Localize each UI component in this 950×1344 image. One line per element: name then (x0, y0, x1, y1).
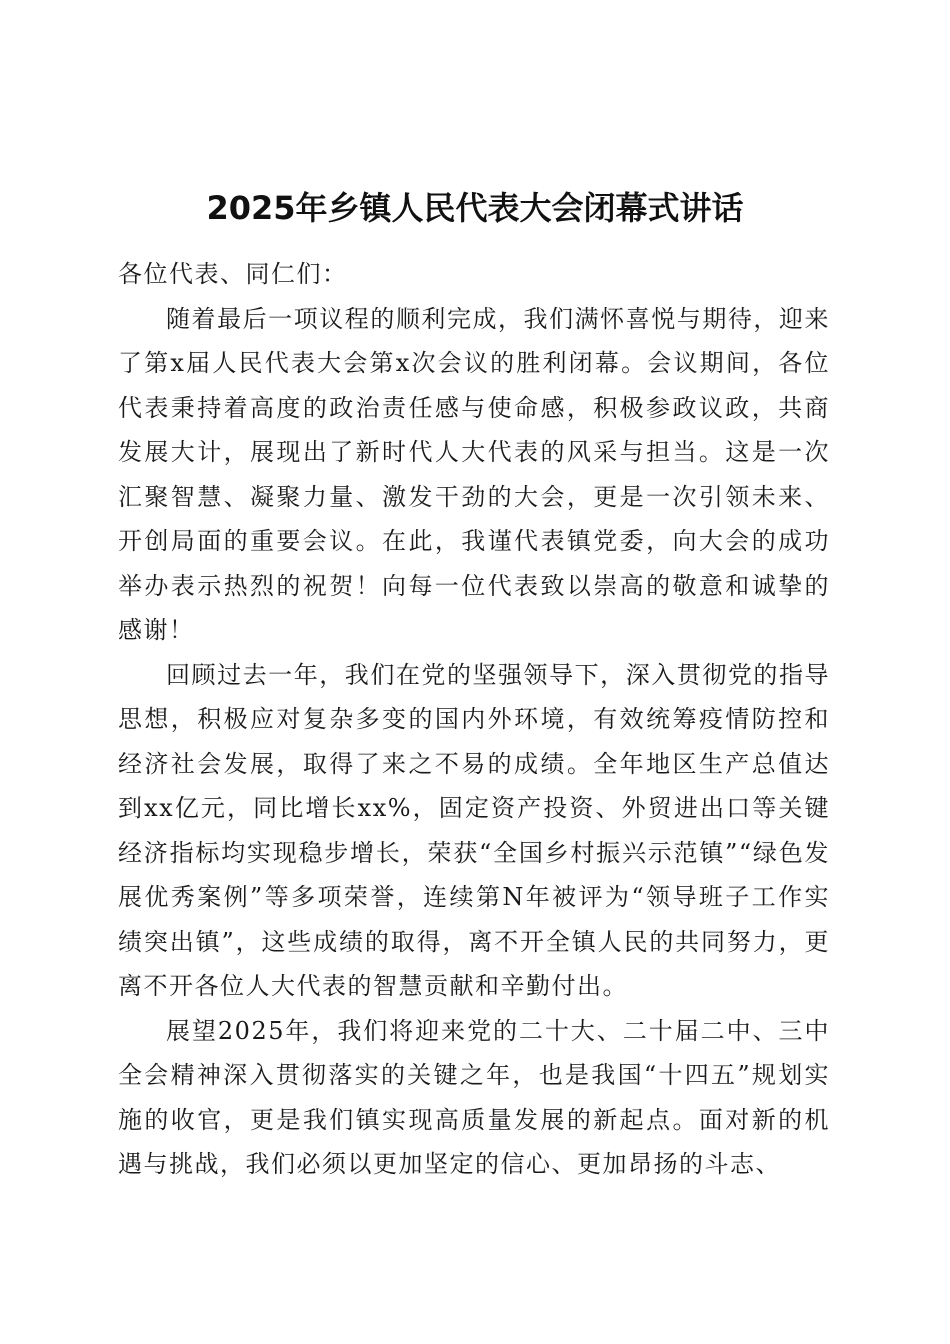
paragraph-outlook: 展望2025年，我们将迎来党的二十大、二十届二中、三中全会精神深入贯彻落实的关键之年，也是我国“十四五”规划实施的收官，更是我们镇实现高质量发展的新起点。面对新的机遇与挑战，我们必须以更加坚定的信心、更加昂扬的斗志、 (118, 1016, 830, 1178)
document-title: 2025年乡镇人民代表大会闭幕式讲话 (206, 189, 744, 227)
greeting: 各位代表、同仁们： (118, 260, 348, 288)
paragraph-opening: 随着最后一项议程的顺利完成，我们满怀喜悦与期待，迎来了第x届人民代表大会第x次会议的胜利闭幕。会议期间，各位代表秉持着高度的政治责任感与使命感，积极参政议政，共商发展大计，展现出了新时代人大代表的风采与担当。这是一次汇聚智慧、凝聚力量、激发干劲的大会，更是一次引领未来、开创局面的重要会议。在此，我谨代表镇党委，向大会的成功举办表示热烈的祝贺！向每一位代表致以崇高的敬意和诚挚的感谢！ (118, 304, 830, 644)
paragraph-review: 回顾过去一年，我们在党的坚强领导下，深入贯彻党的指导思想，积极应对复杂多变的国内外环境，有效统筹疫情防控和经济社会发展，取得了来之不易的成绩。全年地区生产总值达到xx亿元，同比增长xx%，固定资产投资、外贸进出口等关键经济指标均实现稳步增长，荣获“全国乡村振兴示范镇”“绿色发展优秀案例”等多项荣誉，连续第N年被评为“领导班子工作实绩突出镇”，这些成绩的取得，离不开全镇人民的共同努力，更离不开各位人大代表的智慧贡献和辛勤付出。 (118, 660, 830, 1000)
document-body (118, 252, 830, 1187)
